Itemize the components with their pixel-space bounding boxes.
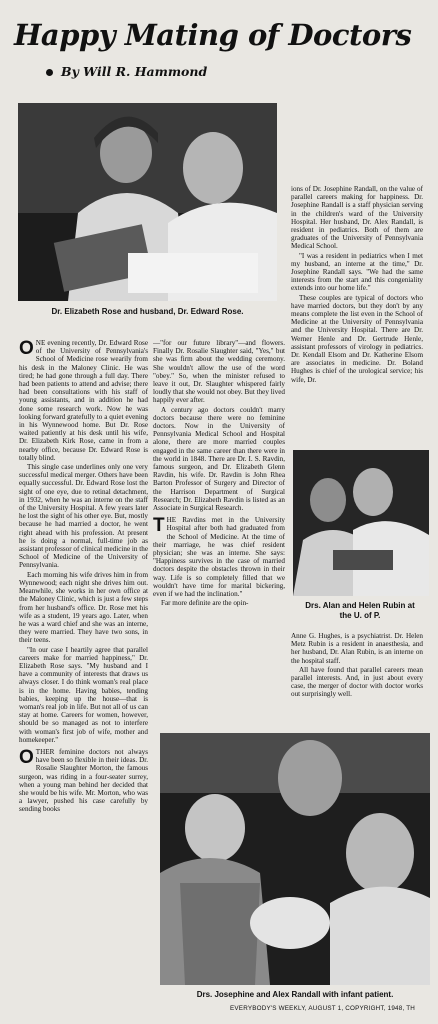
- page-footer: EVERYBODY'S WEEKLY, AUGUST 1, COPYRIGHT, 1948, TH: [230, 1005, 416, 1012]
- paragraph: [19, 748, 148, 814]
- article-byline: [46, 64, 207, 80]
- paragraph: ions of Dr. Josephine Randall, on the value of parallel careers making for happiness. Dr. Josephine Randall is a staff physician serving in the children's ward of the University Hospital. Her husband, Dr. Alex Randall, is resident in pediatrics. Both of them are graduates of the University of Pennsylvania Medical School.: [291, 185, 423, 251]
- dropcap: O: [19, 746, 34, 768]
- column-1: [19, 339, 148, 1009]
- column-3: [291, 185, 423, 449]
- paragraph: "I was a resident in pediatrics when I met my husband, an interne at the time," Dr. Josephine Randall says. "We had the same interests from the start and this congeniality extends into our home life.": [291, 251, 423, 293]
- photo-caption-3: Drs. Josephine and Alex Randall with infant patient.: [196, 990, 394, 999]
- paragraph-text: NE evening recently, Dr. Edward Rose of the University of Pennsylvania's School of Medicine rose wearily from his desk in the Maloney Clinic. He was tired; he had gone through a full day. There had been patients to attend and advise; there had been consultations with his staff of young assistants, and in addition he had done some research work. Now he was looking forward gratefully to a quiet evening in his Wynnewood home. But Dr. Rose waited patiently at his desk until his wife, Dr. Elizabeth Kirk Rose, came in from a nearby office, because Dr. Edward Rose is totally blind.: [19, 339, 148, 462]
- paragraph: —"for our future library"—and flowers. Finally Dr. Rosalie Slaughter said, "Yes," but she was firm about the wedding ceremony. She wouldn't allow the use of the word "obey." So, when the minister refused to leave it out, Dr. Slaughter whispered fairly loudly that she would not obey. But they lived happily ever after.: [153, 339, 285, 405]
- paragraph: This single case underlines only one very successful medical merger. Others have been equally successful. Dr. Edward Rose lost the sight of one eye, due to retinal detachment, in 1932, when he was an interne on the staff of the University Hospital. A few years later he lost the sight of his other eye. But, mostly because he had married a doctor, he went right ahead with his profession. At present he is doing a normal, full-time job as assistant professor of clinical medicine in the School of Medicine of the University of Pennsylvania.: [19, 463, 148, 570]
- paragraph: "In our case I heartily agree that parallel careers make for married happiness," Dr. Elizabeth Rose says. "My husband and I have a community of interests that draws us always closer. I do think woman's real place is in the home. Having babies, tending babies, keeping up the house—that is woman's real job in life. But not all of us can stay at home. Careers for women, however, should be so managed as not to interfere with woman's first job of wife, mother and homekeeper.": [19, 645, 148, 744]
- paragraph: [19, 339, 148, 462]
- paragraph: These couples are typical of doctors who have married doctors, but they don't by any means complete the list even in the School of Medicine at the University of Pennsylvania and the University Hospital. There are Dr. Werner Henle and Dr. Gertrude Henle, assistant professors of virology in pediatrics. Dr. Kendall Elsom and Dr. Katherine Elsom are associates in medicine. Dr. Boland Hughes is chief of the urological service; his wife, Dr.: [291, 293, 423, 384]
- paragraph-text: HE Ravdins met in the University Hospital after both had graduated from the School of Medicine. At the time of their marriage, he was chief resident physician; she was an interne. She says: "Happiness survives in the case of married doctors despite the obstacles thrown in their way. Life is so completely filled that we wouldn't have time for marital bickering, even if we had the inclination.": [153, 516, 285, 599]
- article-headline: Happy Mating of Doctors: [14, 18, 412, 52]
- photo-rose-couple: [18, 103, 277, 301]
- paragraph-text: THER feminine doctors not always have been so flexible in their ideas. Dr. Rosalie Slaughter Morton, the famous surgeon, was riding in a four-seater surrey, when a young man behind her decided that she would be his wife. Mr. Morton, who was a lawyer, pushed his case carefully by sending books: [19, 747, 148, 814]
- photo-caption-1: Dr. Elizabeth Rose and husband, Dr. Edward Rose.: [51, 307, 244, 316]
- paragraph: Far more definite are the opin-: [161, 599, 249, 608]
- paragraph: [153, 516, 285, 598]
- photo-randall-couple: [160, 733, 430, 985]
- bullet-icon: [46, 69, 53, 76]
- column-3-lower: [291, 632, 423, 727]
- paragraph: Anne G. Hughes, is a psychiatrist. Dr. Helen Metz Rubin is a resident in anaesthesia, and her husband, Dr. Alan Rubin, is an interne on the hospital staff.: [291, 632, 423, 665]
- paragraph: All have found that parallel careers mean parallel interests. And, in just about every case, the merger of doctor with doctor works out surprisingly well.: [291, 665, 423, 699]
- column-2: [153, 339, 285, 734]
- paragraph: A century ago doctors couldn't marry doctors because there were no feminine doctors. Now in the University of Pennsylvania Medical School and Hospital alone, there are more married couples engaged in the same career than there were in the world in 1848. There are Dr. I. S. Ravdin, famous surgeon, and Dr. Elizabeth Glenn Ravdin, his wife. Dr. Ravdin is John Rhea Barton Professor of Surgery and Director of the Harrison Department of Surgical Research; Dr. Elizabeth Ravdin is listed as an Associate in Surgical Research.: [153, 405, 285, 513]
- photo-caption-2: Drs. Alan and Helen Rubin at the U. of P.: [305, 601, 415, 620]
- byline-text: By Will R. Hammond: [61, 64, 208, 79]
- dropcap: T: [153, 515, 165, 537]
- paragraph: Each morning his wife drives him in from Wynnewood; each night she drives him out. Meanwhile, she works in her own office at the Maloney Clinic, which is just a few steps from her husband's office. Dr. Rose met his wife as a student, 19 years ago. Later, when he was a ward chief and she was an interne, they were married. They have two sons, in their teens.: [19, 570, 148, 645]
- dropcap: O: [19, 339, 34, 359]
- photo-rubin-couple: [293, 450, 429, 596]
